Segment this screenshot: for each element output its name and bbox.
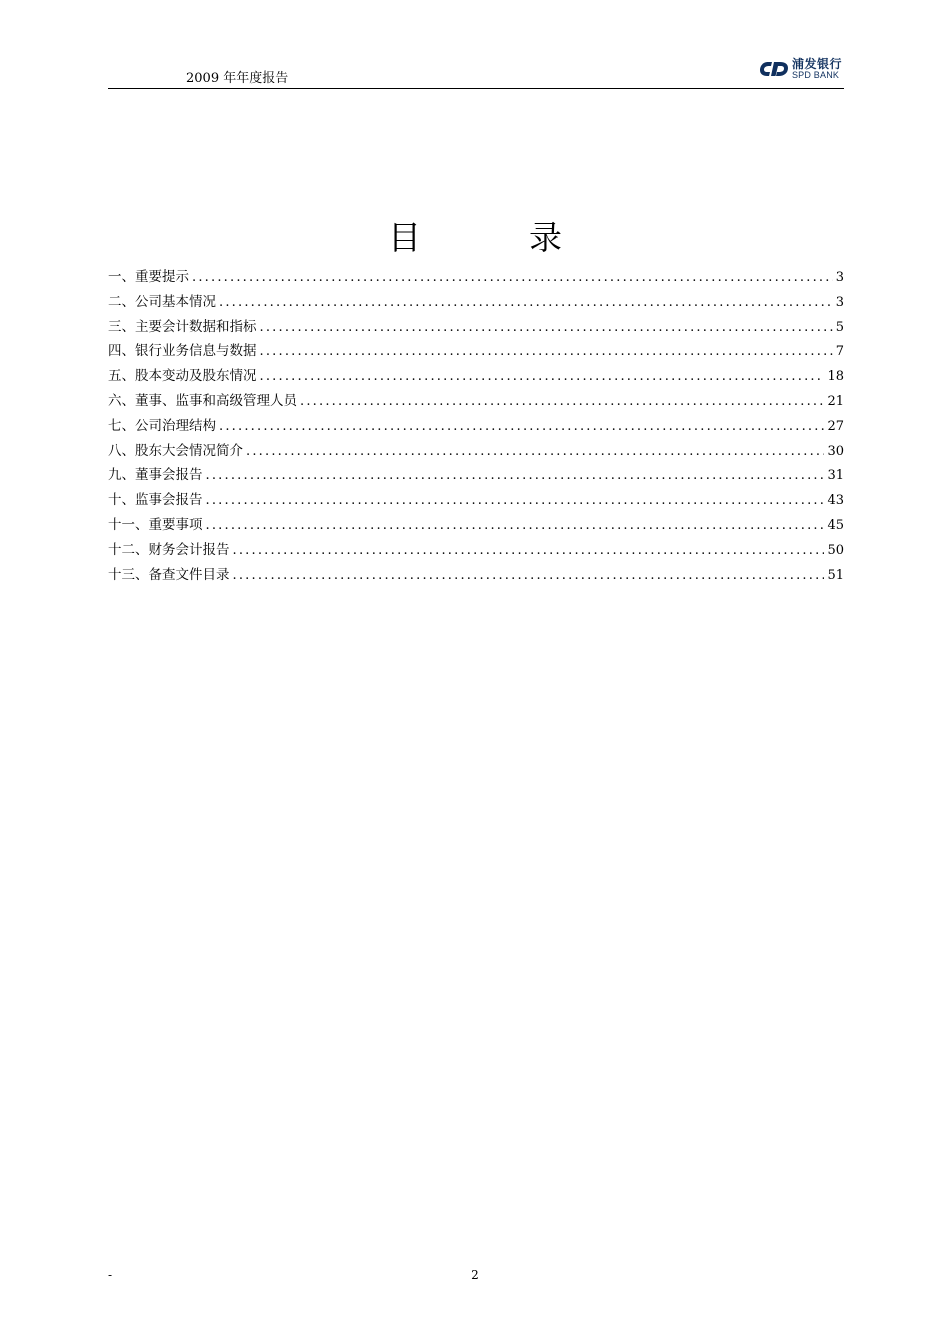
toc-entry-label: 十二、财务会计报告: [108, 541, 230, 558]
toc-entry-page: 30: [827, 443, 844, 459]
toc-title-char-1: 目: [388, 218, 421, 257]
logo-chinese-text: 浦发银行: [791, 57, 842, 71]
toc-entry-label: 六、董事、监事和高级管理人员: [108, 392, 297, 409]
toc-entry-label: 十一、重要事项: [108, 516, 203, 533]
toc-entry-label: 九、董事会报告: [108, 467, 203, 484]
toc-entry-page: 3: [835, 294, 844, 310]
toc-entry-label: 七、公司治理结构: [108, 417, 216, 434]
footer-page-number: 2: [471, 1268, 479, 1282]
toc-entry[interactable]: [108, 488, 844, 513]
toc-entry[interactable]: [108, 463, 844, 488]
toc-entry[interactable]: [108, 513, 844, 538]
toc-entry[interactable]: [108, 563, 844, 588]
toc-entry-label: 四、银行业务信息与数据: [108, 343, 257, 360]
toc-entry-label: 一、重要提示: [108, 269, 189, 285]
toc-entry[interactable]: [108, 389, 844, 414]
toc-entry-page: 3: [835, 270, 844, 285]
toc-dot-leader: [260, 340, 833, 365]
toc-entry-page: 7: [835, 344, 844, 360]
toc-entry-label: 三、主要会计数据和指标: [108, 318, 257, 335]
toc-dot-leader: [260, 365, 825, 390]
toc-dot-leader: [206, 489, 825, 514]
toc-dot-leader: [246, 440, 824, 465]
toc-dot-leader: [219, 291, 833, 316]
toc-dot-leader: [206, 514, 825, 539]
toc-entry-page: 51: [827, 567, 844, 583]
toc-entry-page: 31: [827, 468, 844, 484]
toc-entry-label: 十三、备查文件目录: [108, 566, 230, 583]
toc-entry-page: 27: [827, 418, 844, 434]
toc-entry-page: 5: [835, 319, 844, 335]
toc-dot-leader: [233, 539, 825, 564]
toc-entry-page: 18: [827, 369, 844, 385]
toc-entry-page: 45: [827, 517, 844, 533]
toc-title: [0, 216, 950, 260]
toc-entry-page: 50: [827, 542, 844, 558]
toc-dot-leader: [260, 316, 833, 341]
spd-bank-logo: [759, 56, 842, 82]
footer-left-mark: -: [108, 1268, 113, 1282]
toc-entry[interactable]: [108, 339, 844, 364]
page-header: [108, 56, 844, 89]
toc-entry-label: 十、监事会报告: [108, 492, 203, 509]
toc-entry[interactable]: [108, 265, 844, 290]
toc-entry[interactable]: [108, 315, 844, 340]
logo-english-text: SPD BANK: [791, 70, 840, 80]
toc-entry[interactable]: [108, 290, 844, 315]
toc-dot-leader: [219, 415, 824, 440]
table-of-contents: [108, 265, 844, 587]
toc-dot-leader: [206, 464, 825, 489]
toc-dot-leader: [192, 266, 833, 291]
toc-title-char-2: 录: [529, 218, 562, 257]
toc-entry[interactable]: [108, 538, 844, 563]
toc-entry[interactable]: [108, 414, 844, 439]
toc-entry[interactable]: [108, 364, 844, 389]
toc-entry-label: 八、股东大会情况简介: [108, 442, 243, 459]
toc-entry-page: 43: [827, 493, 844, 509]
toc-entry-label: 二、公司基本情况: [108, 293, 216, 310]
toc-dot-leader: [300, 390, 824, 415]
spd-logo-icon: [759, 59, 789, 79]
toc-dot-leader: [233, 564, 825, 589]
header-title: 2009 年年度报告: [186, 71, 289, 86]
toc-entry[interactable]: [108, 439, 844, 464]
toc-entry-label: 五、股本变动及股东情况: [108, 368, 257, 385]
toc-entry-page: 21: [827, 393, 844, 409]
